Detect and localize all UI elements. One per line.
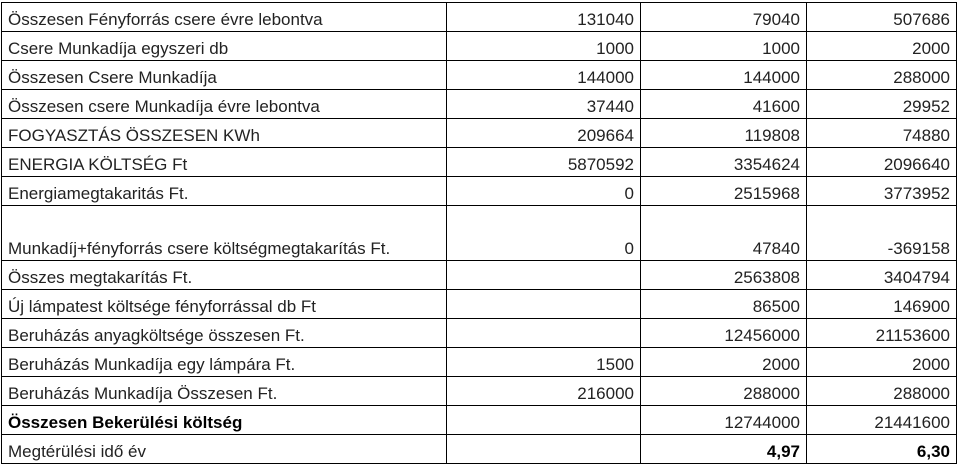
value-col-2: 2515968 [641,177,807,206]
value-col-1: 216000 [447,377,641,406]
value-col-2: 144000 [641,61,807,90]
table-body [2,3,957,464]
value-col-1: 131040 [447,3,641,32]
value-col-1: 1000 [447,32,641,61]
value-col-2: 86500 [641,290,807,319]
row-label: Megtérülési idő év [2,435,447,464]
value-col-1: 144000 [447,61,641,90]
value-col-2: 41600 [641,90,807,119]
value-col-3: 21153600 [807,319,957,348]
row-label: Beruházás Munkadíja egy lámpára Ft. [2,348,447,377]
table-row [2,177,957,206]
value-col-2: 47840 [641,206,807,261]
cost-comparison-table [1,2,957,464]
value-col-3: 288000 [807,61,957,90]
value-col-1: 37440 [447,90,641,119]
value-col-1: 0 [447,206,641,261]
table-row [2,148,957,177]
value-col-3: 146900 [807,290,957,319]
value-col-3: 29952 [807,90,957,119]
value-col-2: 79040 [641,3,807,32]
value-col-1 [447,319,641,348]
table-row [2,348,957,377]
table-row [2,90,957,119]
row-label: Csere Munkadíja egyszeri db [2,32,447,61]
value-col-3: -369158 [807,206,957,261]
row-label: ENERGIA KÖLTSÉG Ft [2,148,447,177]
table-row [2,261,957,290]
value-col-3: 2096640 [807,148,957,177]
value-col-3: 3773952 [807,177,957,206]
value-col-2: 4,97 [641,435,807,464]
row-label: Új lámpatest költsége fényforrással db Ft [2,290,447,319]
value-col-3: 21441600 [807,406,957,435]
value-col-3: 3404794 [807,261,957,290]
value-col-1 [447,290,641,319]
value-col-3: 288000 [807,377,957,406]
value-col-2: 2563808 [641,261,807,290]
value-col-3: 2000 [807,348,957,377]
value-col-1: 209664 [447,119,641,148]
value-col-3: 6,30 [807,435,957,464]
value-col-1 [447,261,641,290]
table-row [2,206,957,261]
value-col-1 [447,406,641,435]
value-col-2: 12456000 [641,319,807,348]
row-label: Munkadíj+fényforrás csere költségmegtakarítás Ft. [2,206,447,261]
value-col-2: 3354624 [641,148,807,177]
row-label: Összesen Bekerülési költség [2,406,447,435]
table-row [2,119,957,148]
table-row [2,435,957,464]
row-label: Beruházás anyagköltsége összesen Ft. [2,319,447,348]
row-label: Összesen Csere Munkadíja [2,61,447,90]
table-row [2,290,957,319]
row-label: Összesen csere Munkadíja évre lebontva [2,90,447,119]
value-col-2: 288000 [641,377,807,406]
value-col-3: 2000 [807,32,957,61]
row-label: FOGYASZTÁS ÖSSZESEN KWh [2,119,447,148]
value-col-3: 507686 [807,3,957,32]
value-col-3: 74880 [807,119,957,148]
value-col-2: 119808 [641,119,807,148]
table-row [2,3,957,32]
table-row [2,32,957,61]
row-label: Összes megtakarítás Ft. [2,261,447,290]
table-row [2,406,957,435]
value-col-2: 1000 [641,32,807,61]
row-label: Beruházás Munkadíja Összesen Ft. [2,377,447,406]
value-col-1 [447,435,641,464]
value-col-2: 2000 [641,348,807,377]
row-label: Energiamegtakaritás Ft. [2,177,447,206]
value-col-1: 0 [447,177,641,206]
row-label: Összesen Fényforrás csere évre lebontva [2,3,447,32]
value-col-1: 1500 [447,348,641,377]
table-row [2,319,957,348]
value-col-1: 5870592 [447,148,641,177]
value-col-2: 12744000 [641,406,807,435]
table-row [2,377,957,406]
table-row [2,61,957,90]
